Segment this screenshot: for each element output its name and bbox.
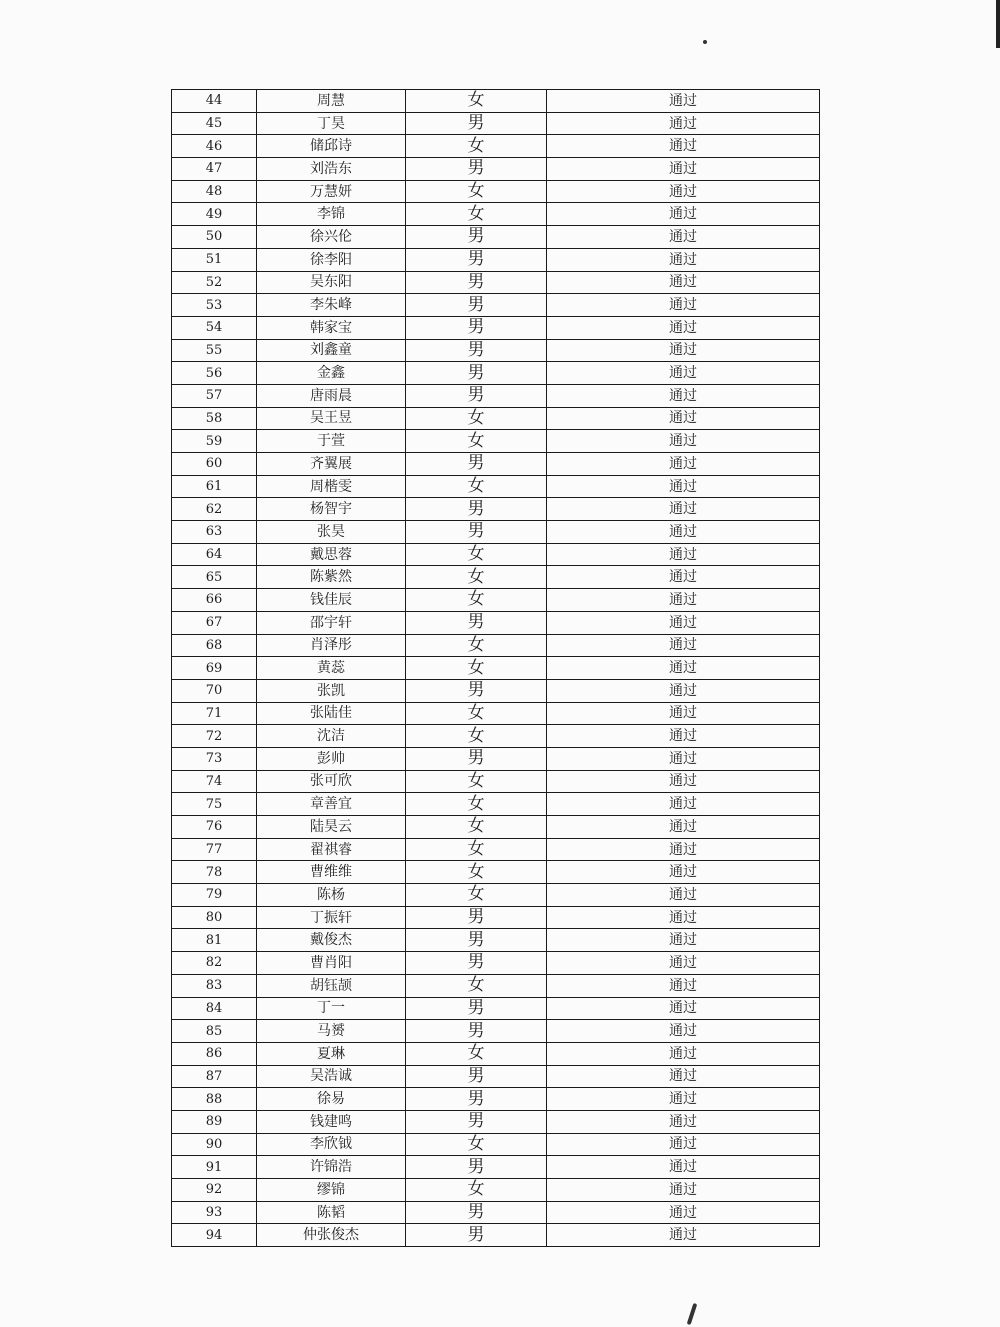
table-row <box>172 974 820 997</box>
result-cell: 通过 <box>547 1088 820 1111</box>
name-cell: 戴俊杰 <box>257 929 406 952</box>
table-row <box>172 793 820 816</box>
gender-cell: 女 <box>406 1042 547 1065</box>
result-cell: 通过 <box>547 362 820 385</box>
name-cell: 马赟 <box>257 1020 406 1043</box>
gender-cell: 男 <box>406 997 547 1020</box>
name-cell: 沈洁 <box>257 725 406 748</box>
result-cell: 通过 <box>547 589 820 612</box>
name-cell: 吴东阳 <box>257 271 406 294</box>
result-cell: 通过 <box>547 1179 820 1202</box>
result-cell: 通过 <box>547 1224 820 1247</box>
result-cell: 通过 <box>547 226 820 249</box>
table-row <box>172 1224 820 1247</box>
name-cell: 彭帅 <box>257 747 406 770</box>
row-number-cell: 47 <box>172 158 257 181</box>
result-cell: 通过 <box>547 1156 820 1179</box>
result-cell: 通过 <box>547 1020 820 1043</box>
name-cell: 夏琳 <box>257 1042 406 1065</box>
name-cell: 翟祺睿 <box>257 838 406 861</box>
gender-cell: 男 <box>406 339 547 362</box>
gender-cell: 女 <box>406 90 547 113</box>
gender-cell: 女 <box>406 543 547 566</box>
result-cell: 通过 <box>547 316 820 339</box>
row-number-cell: 68 <box>172 634 257 657</box>
name-cell: 仲张俊杰 <box>257 1224 406 1247</box>
name-cell: 曹肖阳 <box>257 952 406 975</box>
row-number-cell: 69 <box>172 657 257 680</box>
name-cell: 张可欣 <box>257 770 406 793</box>
gender-cell: 男 <box>406 747 547 770</box>
name-cell: 吴王昱 <box>257 407 406 430</box>
row-number-cell: 53 <box>172 294 257 317</box>
result-cell: 通过 <box>547 657 820 680</box>
result-cell: 通过 <box>547 180 820 203</box>
table-row <box>172 543 820 566</box>
table-row <box>172 725 820 748</box>
name-cell: 徐兴伦 <box>257 226 406 249</box>
row-number-cell: 78 <box>172 861 257 884</box>
row-number-cell: 51 <box>172 248 257 271</box>
gender-cell: 男 <box>406 1088 547 1111</box>
row-number-cell: 77 <box>172 838 257 861</box>
table-row <box>172 498 820 521</box>
table-row <box>172 634 820 657</box>
table-row <box>172 679 820 702</box>
name-cell: 万慧妍 <box>257 180 406 203</box>
name-cell: 陈紫然 <box>257 566 406 589</box>
table-row <box>172 226 820 249</box>
gender-cell: 女 <box>406 634 547 657</box>
name-cell: 于萱 <box>257 430 406 453</box>
row-number-cell: 90 <box>172 1133 257 1156</box>
result-cell: 通过 <box>547 1201 820 1224</box>
row-number-cell: 55 <box>172 339 257 362</box>
gender-cell: 女 <box>406 974 547 997</box>
gender-cell: 女 <box>406 430 547 453</box>
name-cell: 曹维维 <box>257 861 406 884</box>
gender-cell: 男 <box>406 384 547 407</box>
roster-table-body <box>172 90 820 1247</box>
gender-cell: 男 <box>406 929 547 952</box>
result-cell: 通过 <box>547 725 820 748</box>
row-number-cell: 81 <box>172 929 257 952</box>
table-row <box>172 1156 820 1179</box>
result-cell: 通过 <box>547 952 820 975</box>
page-edge-shadow <box>996 0 1000 48</box>
name-cell: 储邱诗 <box>257 135 406 158</box>
row-number-cell: 65 <box>172 566 257 589</box>
table-row <box>172 112 820 135</box>
row-number-cell: 60 <box>172 453 257 476</box>
name-cell: 丁一 <box>257 997 406 1020</box>
result-cell: 通过 <box>547 611 820 634</box>
table-row <box>172 180 820 203</box>
name-cell: 杨智宇 <box>257 498 406 521</box>
row-number-cell: 70 <box>172 679 257 702</box>
gender-cell: 女 <box>406 475 547 498</box>
name-cell: 吴浩诚 <box>257 1065 406 1088</box>
result-cell: 通过 <box>547 679 820 702</box>
gender-cell: 男 <box>406 521 547 544</box>
row-number-cell: 46 <box>172 135 257 158</box>
name-cell: 肖泽彤 <box>257 634 406 657</box>
name-cell: 丁振轩 <box>257 906 406 929</box>
result-cell: 通过 <box>547 384 820 407</box>
gender-cell: 女 <box>406 135 547 158</box>
row-number-cell: 50 <box>172 226 257 249</box>
name-cell: 许锦浩 <box>257 1156 406 1179</box>
table-row <box>172 475 820 498</box>
name-cell: 周慧 <box>257 90 406 113</box>
result-cell: 通过 <box>547 906 820 929</box>
row-number-cell: 62 <box>172 498 257 521</box>
row-number-cell: 76 <box>172 816 257 839</box>
name-cell: 钱建鸣 <box>257 1110 406 1133</box>
table-row <box>172 1042 820 1065</box>
name-cell: 金鑫 <box>257 362 406 385</box>
result-cell: 通过 <box>547 1110 820 1133</box>
row-number-cell: 44 <box>172 90 257 113</box>
gender-cell: 女 <box>406 657 547 680</box>
table-row <box>172 430 820 453</box>
result-cell: 通过 <box>547 135 820 158</box>
gender-cell: 男 <box>406 158 547 181</box>
table-row <box>172 952 820 975</box>
table-row <box>172 384 820 407</box>
result-cell: 通过 <box>547 294 820 317</box>
table-row <box>172 906 820 929</box>
row-number-cell: 72 <box>172 725 257 748</box>
table-row <box>172 1088 820 1111</box>
row-number-cell: 80 <box>172 906 257 929</box>
row-number-cell: 49 <box>172 203 257 226</box>
table-row <box>172 997 820 1020</box>
table-row <box>172 407 820 430</box>
result-cell: 通过 <box>547 929 820 952</box>
row-number-cell: 64 <box>172 543 257 566</box>
result-cell: 通过 <box>547 1065 820 1088</box>
gender-cell: 男 <box>406 1110 547 1133</box>
name-cell: 陆昊云 <box>257 816 406 839</box>
row-number-cell: 87 <box>172 1065 257 1088</box>
name-cell: 缪锦 <box>257 1179 406 1202</box>
result-cell: 通过 <box>547 793 820 816</box>
table-row <box>172 611 820 634</box>
roster-table <box>171 89 820 1247</box>
name-cell: 钱佳辰 <box>257 589 406 612</box>
gender-cell: 男 <box>406 271 547 294</box>
result-cell: 通过 <box>547 997 820 1020</box>
result-cell: 通过 <box>547 158 820 181</box>
row-number-cell: 79 <box>172 884 257 907</box>
table-row <box>172 747 820 770</box>
table-row <box>172 929 820 952</box>
gender-cell: 男 <box>406 611 547 634</box>
result-cell: 通过 <box>547 566 820 589</box>
result-cell: 通过 <box>547 271 820 294</box>
row-number-cell: 58 <box>172 407 257 430</box>
result-cell: 通过 <box>547 838 820 861</box>
gender-cell: 男 <box>406 248 547 271</box>
gender-cell: 女 <box>406 838 547 861</box>
ink-mark <box>687 1303 698 1325</box>
name-cell: 韩家宝 <box>257 316 406 339</box>
name-cell: 丁昊 <box>257 112 406 135</box>
table-row <box>172 657 820 680</box>
result-cell: 通过 <box>547 407 820 430</box>
table-row <box>172 1065 820 1088</box>
gender-cell: 女 <box>406 793 547 816</box>
row-number-cell: 93 <box>172 1201 257 1224</box>
gender-cell: 男 <box>406 498 547 521</box>
name-cell: 邵宇轩 <box>257 611 406 634</box>
row-number-cell: 82 <box>172 952 257 975</box>
name-cell: 李欣钺 <box>257 1133 406 1156</box>
table-row <box>172 339 820 362</box>
name-cell: 齐翼展 <box>257 453 406 476</box>
row-number-cell: 88 <box>172 1088 257 1111</box>
table-row <box>172 1179 820 1202</box>
name-cell: 唐雨晨 <box>257 384 406 407</box>
row-number-cell: 66 <box>172 589 257 612</box>
result-cell: 通过 <box>547 339 820 362</box>
table-row <box>172 861 820 884</box>
row-number-cell: 84 <box>172 997 257 1020</box>
row-number-cell: 89 <box>172 1110 257 1133</box>
gender-cell: 女 <box>406 180 547 203</box>
name-cell: 黄蕊 <box>257 657 406 680</box>
row-number-cell: 54 <box>172 316 257 339</box>
name-cell: 李朱峰 <box>257 294 406 317</box>
row-number-cell: 67 <box>172 611 257 634</box>
name-cell: 刘鑫童 <box>257 339 406 362</box>
row-number-cell: 85 <box>172 1020 257 1043</box>
row-number-cell: 56 <box>172 362 257 385</box>
table-row <box>172 1133 820 1156</box>
table-row <box>172 90 820 113</box>
table-row <box>172 453 820 476</box>
table-row <box>172 248 820 271</box>
table-row <box>172 838 820 861</box>
name-cell: 徐李阳 <box>257 248 406 271</box>
row-number-cell: 63 <box>172 521 257 544</box>
gender-cell: 女 <box>406 203 547 226</box>
gender-cell: 女 <box>406 861 547 884</box>
row-number-cell: 83 <box>172 974 257 997</box>
gender-cell: 女 <box>406 725 547 748</box>
row-number-cell: 52 <box>172 271 257 294</box>
gender-cell: 女 <box>406 589 547 612</box>
gender-cell: 女 <box>406 1179 547 1202</box>
table-row <box>172 362 820 385</box>
row-number-cell: 45 <box>172 112 257 135</box>
gender-cell: 男 <box>406 1201 547 1224</box>
gender-cell: 男 <box>406 226 547 249</box>
result-cell: 通过 <box>547 816 820 839</box>
gender-cell: 女 <box>406 816 547 839</box>
gender-cell: 男 <box>406 1065 547 1088</box>
table-row <box>172 816 820 839</box>
name-cell: 戴思蓉 <box>257 543 406 566</box>
gender-cell: 女 <box>406 884 547 907</box>
gender-cell: 女 <box>406 566 547 589</box>
table-row <box>172 884 820 907</box>
name-cell: 刘浩东 <box>257 158 406 181</box>
result-cell: 通过 <box>547 112 820 135</box>
result-cell: 通过 <box>547 702 820 725</box>
row-number-cell: 61 <box>172 475 257 498</box>
row-number-cell: 73 <box>172 747 257 770</box>
row-number-cell: 48 <box>172 180 257 203</box>
result-cell: 通过 <box>547 1133 820 1156</box>
gender-cell: 女 <box>406 702 547 725</box>
gender-cell: 男 <box>406 453 547 476</box>
result-cell: 通过 <box>547 861 820 884</box>
name-cell: 张凯 <box>257 679 406 702</box>
row-number-cell: 92 <box>172 1179 257 1202</box>
result-cell: 通过 <box>547 430 820 453</box>
row-number-cell: 57 <box>172 384 257 407</box>
row-number-cell: 71 <box>172 702 257 725</box>
table-row <box>172 271 820 294</box>
name-cell: 章善宜 <box>257 793 406 816</box>
name-cell: 张昊 <box>257 521 406 544</box>
gender-cell: 男 <box>406 952 547 975</box>
row-number-cell: 86 <box>172 1042 257 1065</box>
result-cell: 通过 <box>547 248 820 271</box>
name-cell: 陈韬 <box>257 1201 406 1224</box>
gender-cell: 男 <box>406 362 547 385</box>
table-row <box>172 566 820 589</box>
gender-cell: 女 <box>406 407 547 430</box>
table-row <box>172 158 820 181</box>
result-cell: 通过 <box>547 498 820 521</box>
row-number-cell: 94 <box>172 1224 257 1247</box>
table-row <box>172 1110 820 1133</box>
result-cell: 通过 <box>547 543 820 566</box>
result-cell: 通过 <box>547 634 820 657</box>
table-row <box>172 294 820 317</box>
result-cell: 通过 <box>547 453 820 476</box>
gender-cell: 男 <box>406 906 547 929</box>
gender-cell: 女 <box>406 770 547 793</box>
table-row <box>172 521 820 544</box>
name-cell: 胡钰颉 <box>257 974 406 997</box>
gender-cell: 男 <box>406 1224 547 1247</box>
result-cell: 通过 <box>547 974 820 997</box>
result-cell: 通过 <box>547 1042 820 1065</box>
gender-cell: 男 <box>406 1156 547 1179</box>
table-row <box>172 589 820 612</box>
table-row <box>172 203 820 226</box>
result-cell: 通过 <box>547 747 820 770</box>
name-cell: 徐易 <box>257 1088 406 1111</box>
name-cell: 陈杨 <box>257 884 406 907</box>
table-row <box>172 316 820 339</box>
gender-cell: 男 <box>406 1020 547 1043</box>
name-cell: 周楷雯 <box>257 475 406 498</box>
row-number-cell: 59 <box>172 430 257 453</box>
result-cell: 通过 <box>547 770 820 793</box>
name-cell: 李锦 <box>257 203 406 226</box>
result-cell: 通过 <box>547 90 820 113</box>
table-row <box>172 770 820 793</box>
result-cell: 通过 <box>547 521 820 544</box>
result-cell: 通过 <box>547 884 820 907</box>
gender-cell: 女 <box>406 1133 547 1156</box>
table-row <box>172 135 820 158</box>
row-number-cell: 91 <box>172 1156 257 1179</box>
row-number-cell: 75 <box>172 793 257 816</box>
result-cell: 通过 <box>547 475 820 498</box>
gender-cell: 男 <box>406 294 547 317</box>
table-row <box>172 1201 820 1224</box>
ink-speck <box>703 40 707 44</box>
gender-cell: 男 <box>406 679 547 702</box>
table-row <box>172 702 820 725</box>
row-number-cell: 74 <box>172 770 257 793</box>
gender-cell: 男 <box>406 316 547 339</box>
table-row <box>172 1020 820 1043</box>
name-cell: 张陆佳 <box>257 702 406 725</box>
gender-cell: 男 <box>406 112 547 135</box>
result-cell: 通过 <box>547 203 820 226</box>
